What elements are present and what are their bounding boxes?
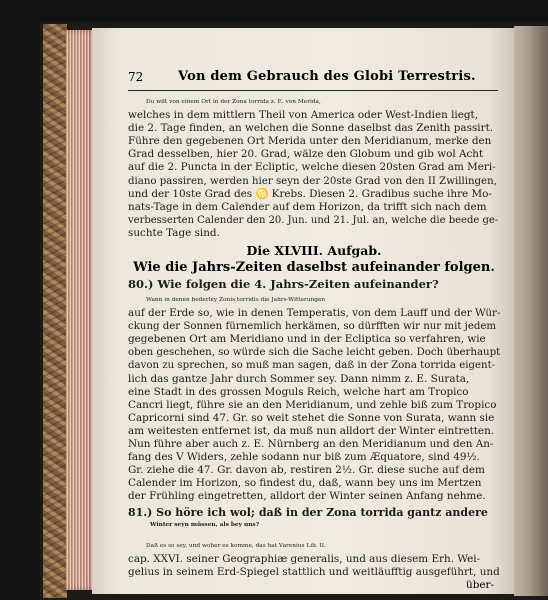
question-line: Winter seyn müssen, als bey uns? (150, 522, 260, 529)
text-line: davon zu sprechen, so muß man sagen, daß in der Zona torrida eigent- (128, 360, 496, 372)
text-line: Nun führe aber auch z. E. Nürnberg an den Meridianum und den An- (128, 438, 494, 451)
text-line: welches in dem mittlern Theil von America oder West-Indien liegt, (128, 109, 479, 122)
marbled-cover-edge (43, 24, 67, 598)
text-line: auf die 2. Puncta in der Ecliptic, welche diesen 20sten Grad am Meri- (128, 161, 496, 174)
aufgabe-heading: Die XLVIII. Aufgab. (246, 243, 382, 258)
text-line: eine Stadt in des grossen Moguls Reich, welche hart am Tropico (128, 385, 469, 398)
page-number: 72 (128, 70, 144, 84)
text-line: lich das gantze Jahr durch Sommer sey. Dann nimm z. E. Surata, (128, 372, 470, 385)
text-line: ckung der Sonnen fürnemlich herkämen, so dürfften wir nur mit jedem (128, 321, 497, 333)
text-line: Du wilt von einem Ort in der Zona torrida z. E. von Merida, (146, 99, 321, 105)
question-line: 81.) So höre ich wol; daß in der Zona torrida gantz andere (128, 506, 488, 519)
text-line: der Frühling eingetretten, alldort der Winter seinen Anfang nehme. (128, 490, 486, 503)
text-line: fang des V Widers, zehle sodann nur biß zum Æquatore, sind 49½. (128, 451, 480, 464)
paragraph-3 (128, 540, 500, 579)
running-head (128, 70, 500, 88)
text-line: nats-Tage in dem Calender auf dem Horizon, da trifft sich nach dem (128, 200, 487, 213)
text-line: verbesserten Calender den 20. Jun. und 21. Jul. an, welche die beede ge- (128, 214, 499, 226)
text-line: Calender im Horizon, so findest du, daß, wann bey uns im Mertzen (128, 477, 482, 490)
text-line: und der 10ste Grad des ♋ Krebs. Diesen 2. Gradibus suche ihre Mo- (128, 187, 492, 200)
question-80 (128, 278, 500, 291)
text-line: Cancri liegt, führe sie an den Meridianum, und zehle biß zum Tropico (128, 398, 497, 411)
question-81 (128, 506, 500, 532)
header-rule (128, 90, 498, 91)
question-line: 80.) Wie folgen die 4. Jahrs-Zeiten aufeinander? (128, 277, 439, 291)
text-line: die 2. Tage finden, an welchen die Sonne daselbst das Zenith passirt. (128, 122, 494, 135)
text-line: gelius in seinem Erd-Spiegel stattlich und weitläufftig ausgeführt, und (128, 566, 500, 579)
text-line: Grad desselben, hier 20. Grad, wälze den Globum und gib wol Acht (128, 148, 484, 161)
text-line: Daß es so sey, und woher es komme, das hat Varenius Lib. II. (146, 543, 326, 549)
text-line: Wann in denen bederley Zonis torridis die Jahrs-Witterungen (146, 297, 326, 303)
text-line: oben geschehen, so würde sich die Sache leicht geben. Doch überhaupt (128, 347, 501, 359)
text-line: Gr. ziehe die 47. Gr. davon ab, restiren 2½. Gr. diese suche auf dem (128, 464, 485, 477)
text-line: gegebenen Ort am Meridiano und in der Ecliptica so verfahren, wie (128, 333, 486, 346)
running-head-title: Von dem Gebrauch des Globi Terrestris. (178, 69, 476, 84)
facing-page-edge (514, 26, 548, 596)
text-line: am weitesten entfernet ist, da muß nun alldort der Winter eintretten. (128, 424, 495, 437)
text-line: Capricorni sind 47. Gr. so weit stehet die Sonne von Surata, wann sie (128, 411, 495, 424)
text-line: auf der Erde so, wie in denen Temperatis, von dem Lauff und der Wür- (128, 307, 501, 320)
text-line: diano passiren, werden hier seyn der 20ste Grad von den II Zwillingen, (128, 175, 497, 187)
aufgabe-subheading: Wie die Jahrs-Zeiten daselbst aufeinander folgen. (133, 260, 495, 275)
text-line: Führe den gegebenen Ort Merida unter den Meridianum, merke den (128, 135, 492, 148)
paragraph-1 (128, 96, 500, 240)
paragraph-2 (128, 294, 500, 504)
text-line: cap. XXVI. seiner Geographiæ generalis, und aus diesem Erh. Wei- (128, 553, 481, 566)
text-line: suchte Tage sind. (128, 226, 220, 239)
catchword: über- (466, 579, 494, 591)
